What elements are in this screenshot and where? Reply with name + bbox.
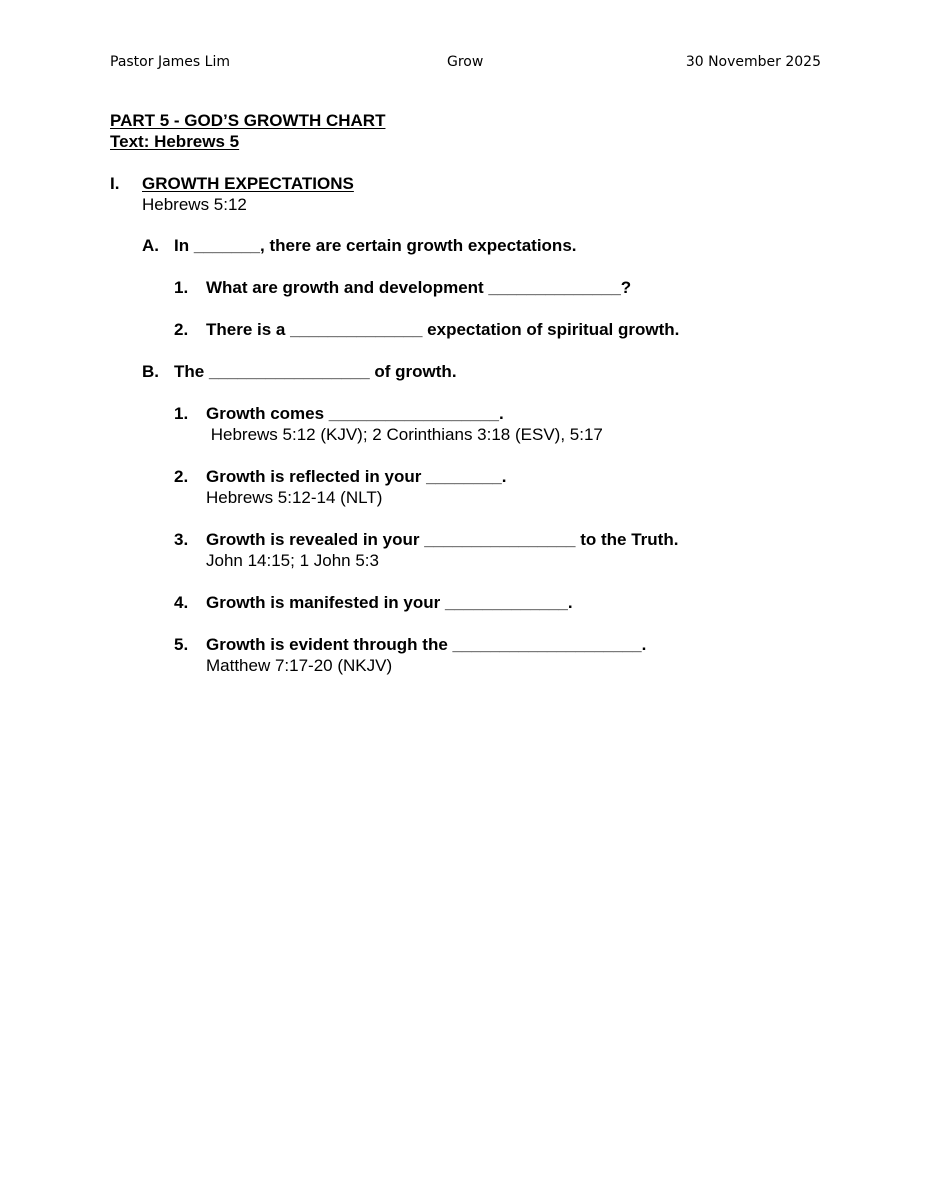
point-b-item-reference: Hebrews 5:12-14 (NLT) xyxy=(206,488,383,507)
header-series: Grow xyxy=(447,54,484,70)
point-a-letter: A. xyxy=(142,236,159,255)
point-a-item-text: What are growth and development ______________? xyxy=(206,278,632,297)
header-date: 30 November 2025 xyxy=(685,54,821,70)
point-b-item-reference: John 14:15; 1 John 5:3 xyxy=(206,551,379,570)
part-title: PART 5 - GOD’S GROWTH CHART xyxy=(110,111,386,130)
page-header xyxy=(110,54,821,76)
point-a-item-number: 1. xyxy=(174,278,189,297)
point-b-item-text: Growth comes __________________. xyxy=(206,404,504,423)
point-b-item-number: 5. xyxy=(174,635,189,654)
point-b-text: The _________________ of growth. xyxy=(174,362,457,381)
point-b-letter: B. xyxy=(142,362,159,381)
point-a-item-text: There is a ______________ expectation of spiritual growth. xyxy=(206,320,680,339)
point-b-item-number: 1. xyxy=(174,404,189,423)
point-b-item-number: 2. xyxy=(174,467,189,486)
point-b-item-reference: Matthew 7:17-20 (NKJV) xyxy=(206,656,393,675)
point-a-text: In _______, there are certain growth expectations. xyxy=(174,236,577,255)
header-author: Pastor James Lim xyxy=(110,54,230,70)
point-b-item-number: 4. xyxy=(174,593,189,612)
point-b-item-number: 3. xyxy=(174,530,189,549)
point-b-item-text: Growth is reflected in your ________. xyxy=(206,467,507,486)
text-reference-title: Text: Hebrews 5 xyxy=(110,132,240,151)
point-b-item-reference: Hebrews 5:12 (KJV); 2 Corinthians 3:18 (ESV), 5:17 xyxy=(206,425,603,444)
point-b-item-text: Growth is evident through the ____________________. xyxy=(206,635,647,654)
section-reference: Hebrews 5:12 xyxy=(142,195,247,214)
section-heading: GROWTH EXPECTATIONS xyxy=(142,174,354,193)
point-b-item-text: Growth is revealed in your ________________ to the Truth. xyxy=(206,530,679,549)
point-a-item-number: 2. xyxy=(174,320,189,339)
section-numeral: I. xyxy=(110,174,120,193)
point-b-item-text: Growth is manifested in your _____________. xyxy=(206,593,573,612)
